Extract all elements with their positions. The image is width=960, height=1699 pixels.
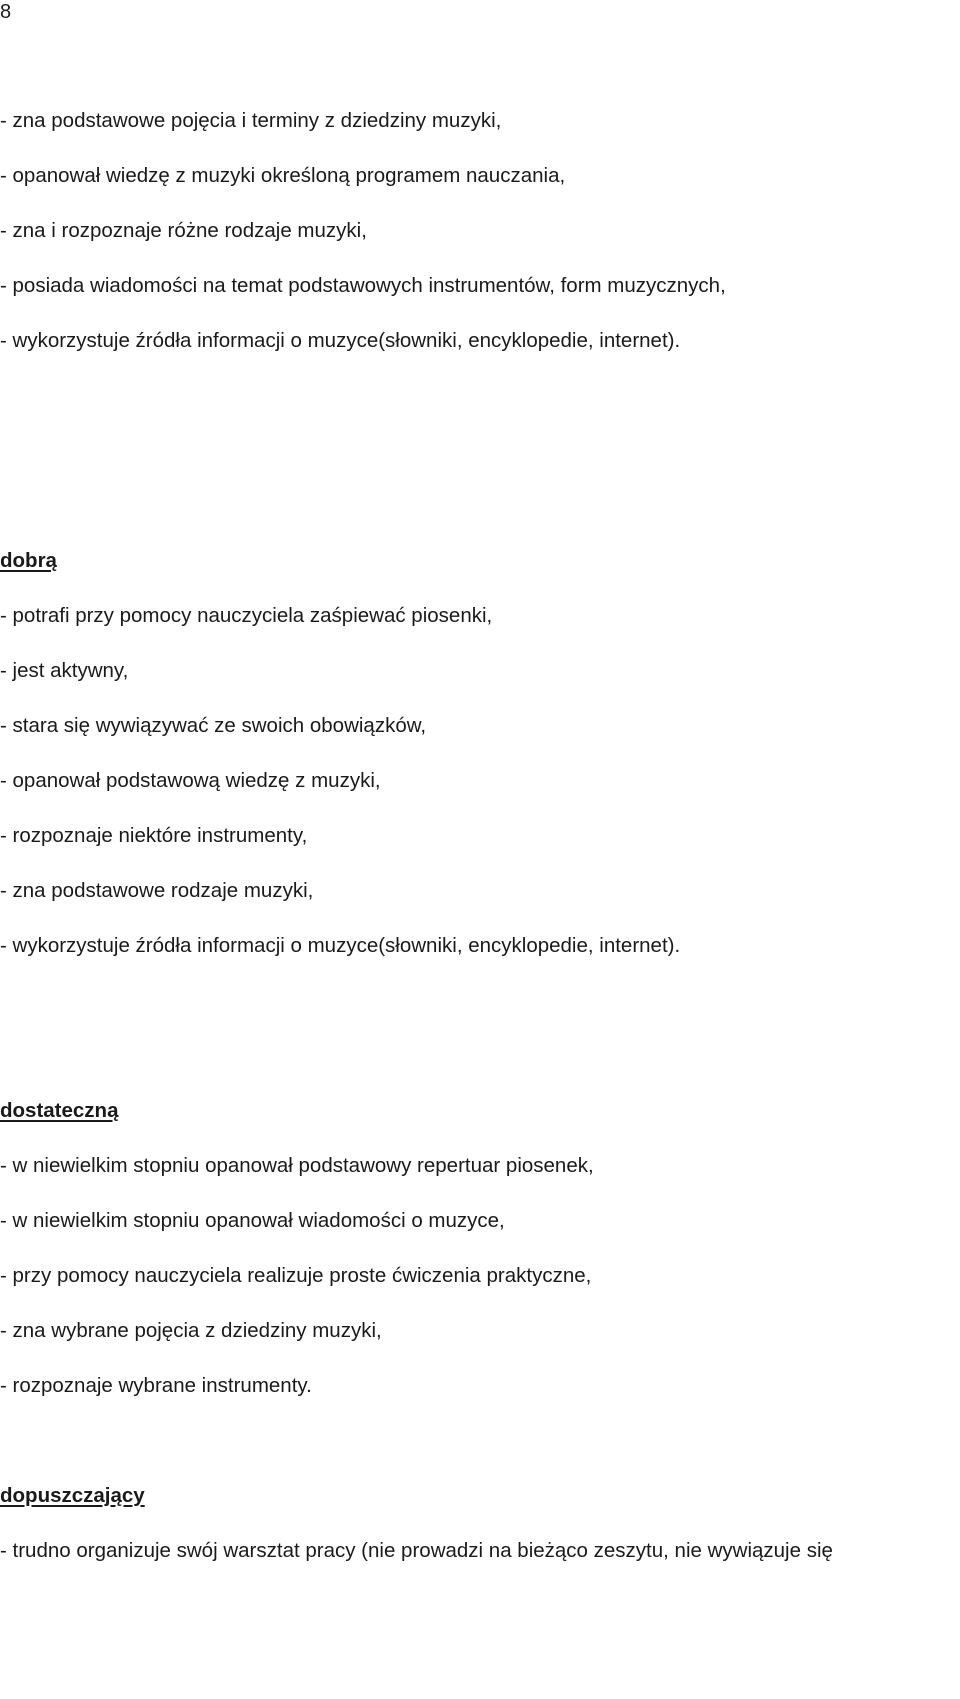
list-item: - zna podstawowe rodzaje muzyki,: [0, 879, 314, 902]
list-item: - rozpoznaje wybrane instrumenty.: [0, 1374, 312, 1397]
section-heading-dobra: dobrą: [0, 549, 57, 572]
list-item: - rozpoznaje niektóre instrumenty,: [0, 824, 308, 847]
list-item: - w niewielkim stopniu opanował podstawowy repertuar piosenek,: [0, 1154, 594, 1177]
page-number: 8: [0, 1, 12, 23]
list-item: - wykorzystuje źródła informacji o muzyce(słowniki, encyklopedie, internet).: [0, 934, 681, 957]
list-item: - posiada wiadomości na temat podstawowych instrumentów, form muzycznych,: [0, 274, 726, 297]
section-heading-dopuszczajacy: dopuszczający: [0, 1484, 145, 1507]
list-item: - w niewielkim stopniu opanował wiadomości o muzyce,: [0, 1209, 505, 1232]
list-item: - wykorzystuje źródła informacji o muzyce(słowniki, encyklopedie, internet).: [0, 329, 681, 352]
list-item: - opanował wiedzę z muzyki określoną programem nauczania,: [0, 164, 566, 187]
list-item: - opanował podstawową wiedzę z muzyki,: [0, 769, 381, 792]
list-item: - jest aktywny,: [0, 659, 129, 682]
list-item: - potrafi przy pomocy nauczyciela zaśpiewać piosenki,: [0, 604, 493, 627]
list-item: - przy pomocy nauczyciela realizuje proste ćwiczenia praktyczne,: [0, 1264, 592, 1287]
list-item: - zna i rozpoznaje różne rodzaje muzyki,: [0, 219, 367, 242]
list-item: - stara się wywiązywać ze swoich obowiązków,: [0, 714, 427, 737]
section-heading-dostateczna: dostateczną: [0, 1099, 119, 1122]
list-item: - zna podstawowe pojęcia i terminy z dziedziny muzyki,: [0, 109, 502, 132]
list-item: - trudno organizuje swój warsztat pracy (nie prowadzi na bieżąco zeszytu, nie wywiązuje się: [0, 1539, 833, 1562]
list-item: - zna wybrane pojęcia z dziedziny muzyki,: [0, 1319, 382, 1342]
